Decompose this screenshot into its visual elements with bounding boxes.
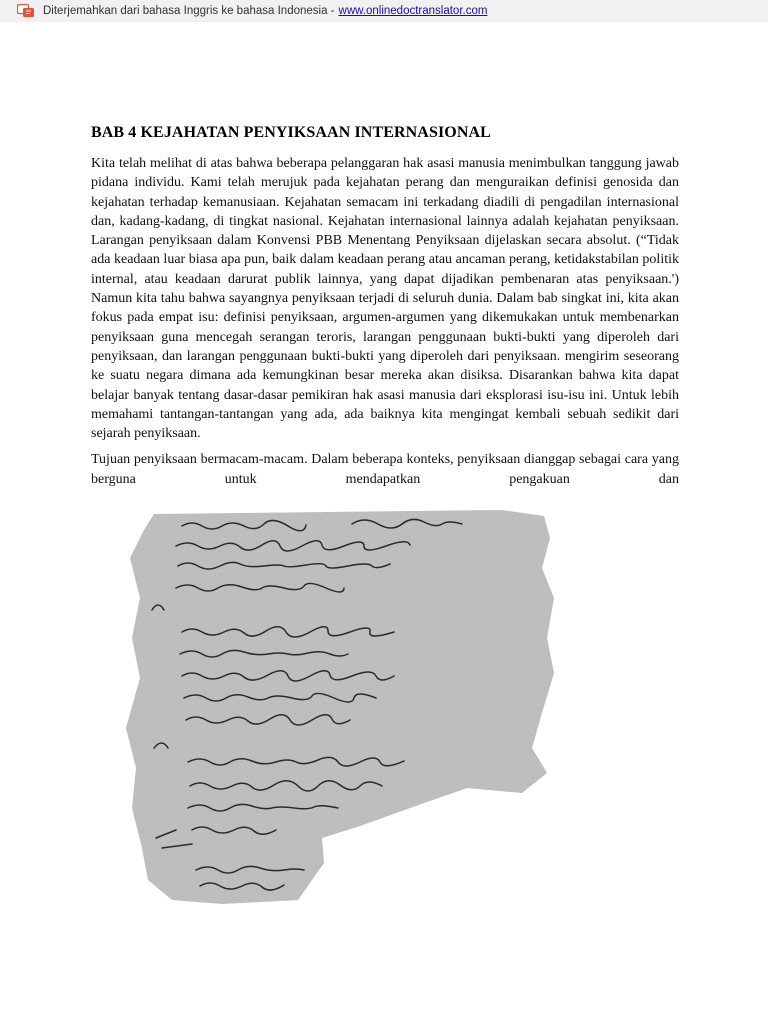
manuscript-image bbox=[92, 508, 562, 908]
paragraph-1: Kita telah melihat di atas bahwa beberapa pelanggaran hak asasi manusia menimbulkan tanggung jawab pidana individu. Kami telah merujuk pada kejahatan perang dan menguraikan definisi genosida dan kejahatan terhadap kemanusiaan. Kejahatan semacam ini terkadang diadili di pengadilan internasional dan, kadang-kadang, di tingkat nasional. Kejahatan internasional lainnya adalah kejahatan penyiksaan. Larangan penyiksaan dalam Konvensi PBB Menentang Penyiksaan dijelaskan secara absolut. (“Tidak ada keadaan luar biasa apa pun, baik dalam keadaan perang atau ancaman perang, ketidakstabilan politik internal, atau keadaan darurat publik lainnya, yang dapat dijadikan pembenaran atas penyiksaan.') Namun kita tahu bahwa sayangnya penyiksaan terjadi di seluruh dunia. Dalam bab singkat ini, kita akan fokus pada empat isu: definisi penyiksaan, argumen-argumen yang dikemukakan untuk membenarkan penyiksaan guna mencegah serangan teroris, larangan penggunaan bukti-bukti yang diperoleh dari penyiksaan, dan larangan penggunaan bukti-bukti yang diperoleh dari penyiksaan. mengirim seseorang ke suatu negara dimana ada kemungkinan besar mereka akan disiksa. Disarankan bahwa kita dapat belajar banyak tentang dasar-dasar pemikiran hak asasi manusia dari eksplorasi isu-isu ini. Untuk lebih memahami tantangan-tantangan yang ada, ada baiknya kita mengingat kembali sebuah sedikit dari sejarah penyiksaan. bbox=[91, 156, 679, 442]
translator-logo-icon bbox=[17, 4, 35, 18]
chapter-heading: BAB 4 KEJAHATAN PENYIKSAAN INTERNASIONAL bbox=[91, 124, 491, 141]
banner-link[interactable]: www.onlinedoctranslator.com bbox=[338, 5, 488, 17]
translation-banner bbox=[0, 0, 768, 22]
banner-text: Diterjemahkan dari bahasa Inggris ke bahasa Indonesia - bbox=[43, 5, 335, 17]
paragraph-2: Tujuan penyiksaan bermacam-macam. Dalam beberapa konteks, penyiksaan dianggap sebagai cara yang berguna untuk mendapatkan pengakuan dan bbox=[91, 452, 679, 487]
document-body bbox=[91, 124, 679, 489]
